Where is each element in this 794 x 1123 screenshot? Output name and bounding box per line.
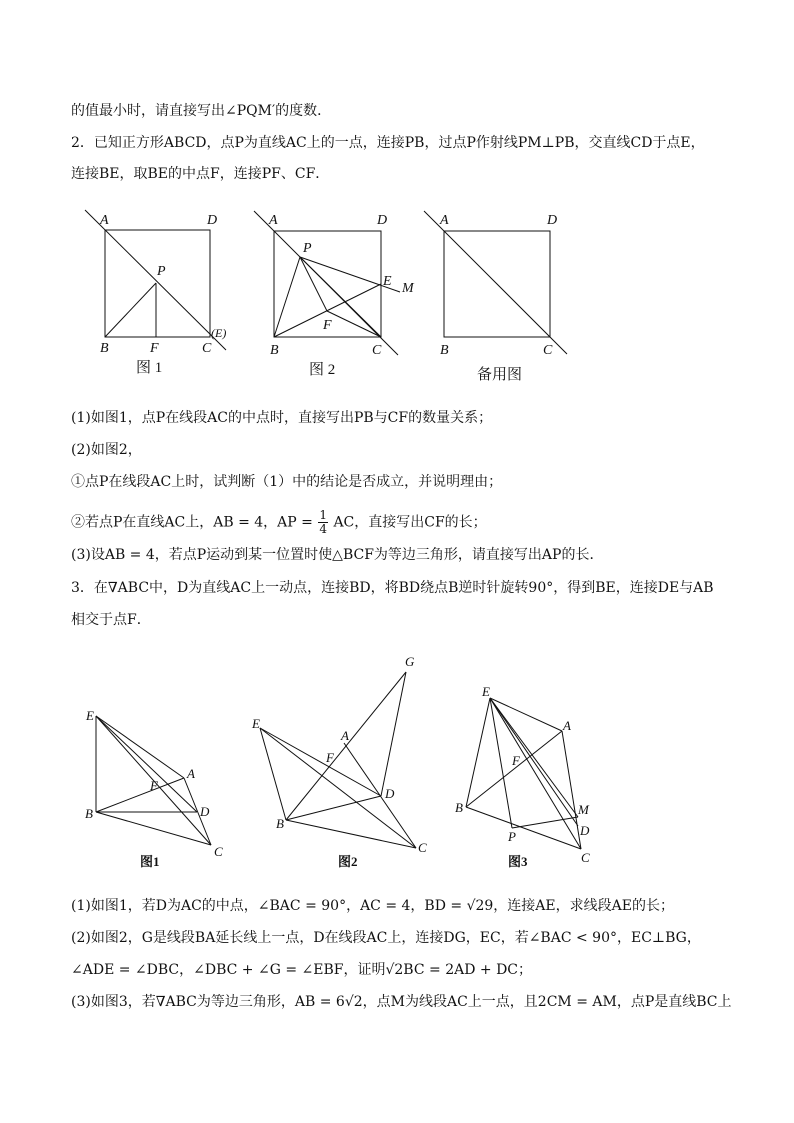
question-2-2: (2)如图2， xyxy=(71,442,142,458)
fig2-label-A: A xyxy=(269,213,278,228)
fraction-numerator: 1 xyxy=(319,508,327,522)
fig1-label-P: P xyxy=(157,264,166,279)
p3-fig3-label-P: P xyxy=(508,829,516,844)
figure-2-geometry xyxy=(254,211,400,355)
question-3-1: (1)如图1，若D为AC的中点，∠BAC = 90°，AC = 4，BD = √29，连接AE，求线段AE的长； xyxy=(71,898,674,914)
question-3-2: (2)如图2，G是线段BA延长线上一点，D在线段AC上，连接DG，EC，若∠BAC < 90°，EC⊥BG， xyxy=(71,930,701,946)
p3-fig3-label-B: B xyxy=(455,800,463,815)
fig3-label-B: B xyxy=(440,343,449,358)
question-2-2-1: ①点P在线段AC上时，试判断（1）中的结论是否成立，并说明理由； xyxy=(71,474,503,490)
p3-fig3-label-F: F xyxy=(512,753,520,768)
figure-3-geometry xyxy=(424,211,567,354)
fig2-label-M: M xyxy=(402,281,414,296)
fig1-label-A: A xyxy=(100,213,109,228)
fig1-label-B: B xyxy=(100,341,109,356)
p3-fig1-label-E: E xyxy=(86,708,94,723)
p3-fig3-label-D: D xyxy=(580,823,590,838)
p3-fig3-label-M: M xyxy=(578,802,589,817)
fig2-label-P: P xyxy=(303,241,312,256)
p3-fig1-label-C: C xyxy=(214,844,223,859)
p3-fig2-label-G: G xyxy=(405,654,415,669)
fig2-label-F: F xyxy=(323,318,332,333)
fig1-label-F: F xyxy=(150,341,159,356)
p3-fig1-label-B: B xyxy=(85,806,93,821)
p3-fig3-label-C: C xyxy=(581,850,590,865)
question-2-2-2 xyxy=(71,509,487,536)
question-3-3: (3)如图3，若∇ABC为等边三角形，AB = 6√2，点M为线段AC上一点，且2CM = AM，点P是直线BC上 xyxy=(71,994,732,1010)
p3-fig2-label-E: E xyxy=(252,716,260,731)
question-3-2-cont: ∠ADE = ∠DBC，∠DBC + ∠G = ∠EBF，证明√2BC = 2AD + DC； xyxy=(71,962,533,978)
p3-figure-2-caption: 图2 xyxy=(338,854,358,869)
figure-1-geometry xyxy=(85,210,226,350)
text-line-1: 的值最小时，请直接写出∠PQM′的度数． xyxy=(71,103,332,119)
problem-2-statement: 2．已知正方形ABCD，点P为直线AC上的一点，连接PB，过点P作射线PM⊥PB，交直线CD于点E， xyxy=(71,135,705,151)
fig2-label-C: C xyxy=(372,343,382,358)
p3-fig1-label-F: F xyxy=(150,778,158,793)
p3-fig2-label-B: B xyxy=(276,816,284,831)
problem-3-statement: 3．在∇ABC中，D为直线AC上一动点，连接BD，将BD绕点B逆时针旋转90°，得到BE，连接DE与AB xyxy=(71,580,714,596)
p3-fig2-label-F: F xyxy=(326,750,334,765)
question-2-2-2-part-b: AC，直接写出CF的长； xyxy=(333,514,487,531)
p3-fig2-label-C: C xyxy=(418,840,427,855)
p3-figure-3-caption: 图3 xyxy=(508,854,528,869)
fig1-label-C: C xyxy=(202,341,212,356)
p3-fig2-label-D: D xyxy=(385,786,395,801)
p3-fig3-label-A: A xyxy=(563,718,571,733)
fig2-label-B: B xyxy=(270,343,279,358)
fig2-label-E: E xyxy=(383,274,392,289)
p3-fig2-label-A: A xyxy=(341,728,349,743)
problem-3-figures xyxy=(0,650,794,875)
figure-3-caption: 备用图 xyxy=(477,367,523,383)
problem-2-statement-cont: 连接BE，取BE的中点F，连接PF、CF． xyxy=(71,166,330,182)
fig3-label-D: D xyxy=(547,213,558,228)
fig3-label-A: A xyxy=(440,213,449,228)
fig1-label-D: D xyxy=(207,213,218,228)
fig1-label-E: (E) xyxy=(211,326,227,340)
p3-fig3-label-E: E xyxy=(482,684,490,699)
question-2-3: (3)设AB = 4，若点P运动到某一位置时使△BCF为等边三角形，请直接写出AP的长． xyxy=(71,547,604,563)
figure-1-caption: 图 1 xyxy=(136,360,163,376)
fraction-denominator: 4 xyxy=(319,522,327,536)
fraction xyxy=(318,509,328,536)
question-2-2-2-part-a: ②若点P在直线AC上，AB = 4，AP = xyxy=(71,514,313,531)
p3-fig1-label-A: A xyxy=(187,766,195,781)
figure-2-caption: 图 2 xyxy=(309,362,336,378)
problem-2-figures xyxy=(0,200,794,390)
fig2-label-D: D xyxy=(377,213,388,228)
problem-3-statement-cont: 相交于点F． xyxy=(71,612,151,628)
p3-fig1-label-D: D xyxy=(200,804,210,819)
fig3-label-C: C xyxy=(543,343,553,358)
question-2-1: (1)如图1，点P在线段AC的中点时，直接写出PB与CF的数量关系； xyxy=(71,410,493,426)
p3-figure-1-caption: 图1 xyxy=(140,854,160,869)
